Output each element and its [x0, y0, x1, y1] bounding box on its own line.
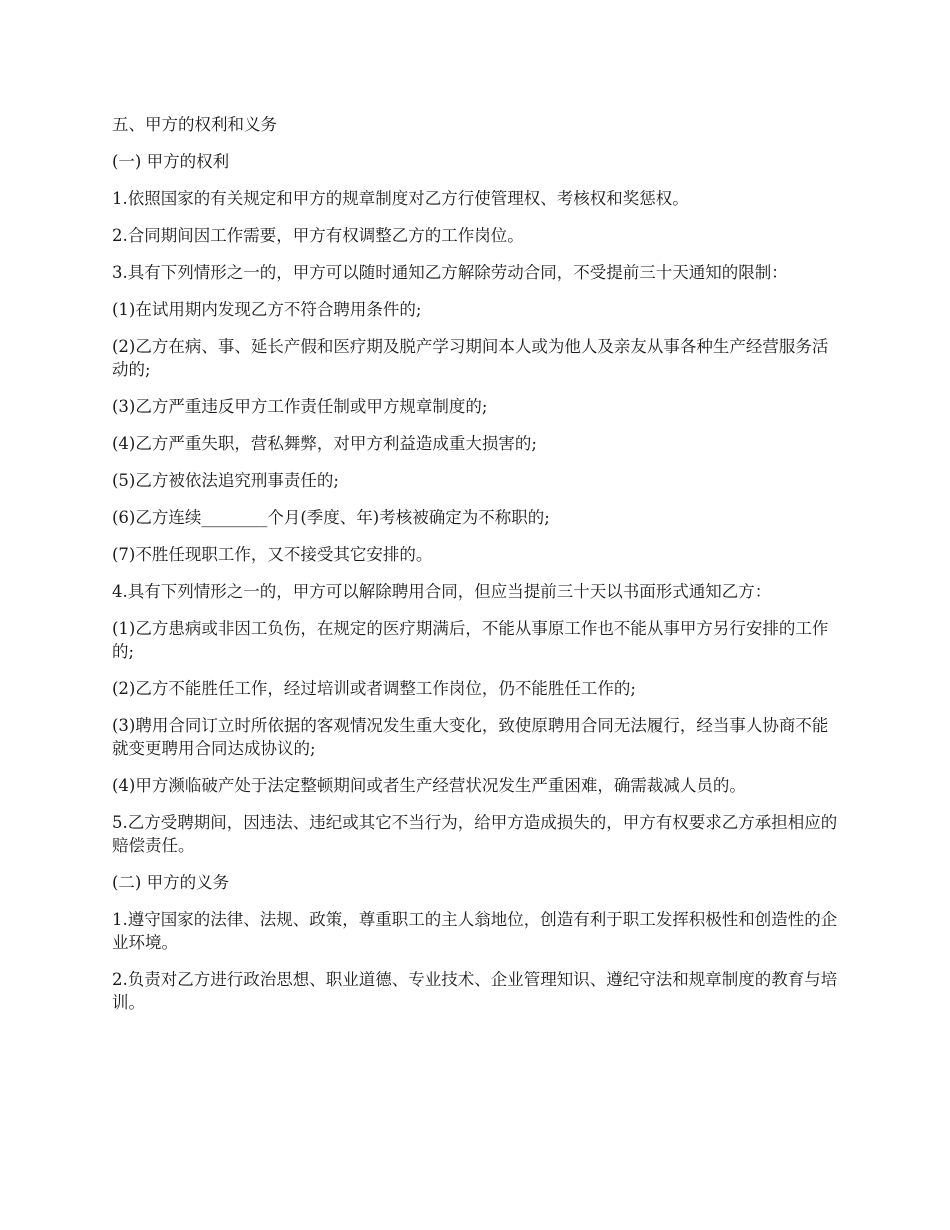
clause-paragraph: 5.乙方受聘期间，因违法、违纪或其它不当行为，给甲方造成损失的，甲方有权要求乙方承担相应的赔偿责任。 — [112, 813, 838, 855]
sub-clause-paragraph: (3)乙方严重违反甲方工作责任制或甲方规章制度的; — [112, 397, 488, 416]
clause-paragraph: 1.遵守国家的法律、法规、政策，尊重职工的主人翁地位，创造有利于职工发挥积极性和创造性的企业环境。 — [112, 910, 838, 952]
clause-paragraph: 4.具有下列情形之一的，甲方可以解除聘用合同，但应当提前三十天以书面形式通知乙方： — [112, 582, 772, 601]
sub-clause-paragraph: (6)乙方连续________个月(季度、年)考核被确定为不称职的; — [112, 508, 550, 527]
document-body — [112, 113, 842, 1028]
sub-clause-paragraph: (1)乙方患病或非因工负伤，在规定的医疗期满后，不能从事原工作也不能从事甲方另行安排的工作的; — [112, 619, 829, 661]
clause-paragraph: 2.负责对乙方进行政治思想、职业道德、专业技术、企业管理知识、遵纪守法和规章制度的教育与培训。 — [112, 970, 838, 1012]
sub-clause-paragraph: (2)乙方在病、事、延长产假和医疗期及脱产学习期间本人或为他人及亲友从事各种生产经营服务活动的; — [112, 337, 829, 379]
subsection-heading-rights: (一) 甲方的权利 — [112, 152, 230, 171]
subsection-heading-obligations: (二) 甲方的义务 — [112, 873, 230, 892]
sub-clause-paragraph: (3)聘用合同订立时所依据的客观情况发生重大变化，致使原聘用合同无法履行，经当事人协商不能就变更聘用合同达成协议的; — [112, 716, 829, 758]
clause-paragraph: 3.具有下列情形之一的，甲方可以随时通知乙方解除劳动合同，不受提前三十天通知的限制： — [112, 263, 788, 282]
sub-clause-paragraph: (2)乙方不能胜任工作，经过培训或者调整工作岗位，仍不能胜任工作的; — [112, 679, 636, 698]
sub-clause-paragraph: (5)乙方被依法追究刑事责任的; — [112, 471, 339, 490]
sub-clause-paragraph: (7)不胜任现职工作，又不接受其它安排的。 — [112, 545, 433, 564]
clause-paragraph: 1.依照国家的有关规定和甲方的规章制度对乙方行使管理权、考核权和奖惩权。 — [112, 189, 689, 208]
sub-clause-paragraph: (4)甲方濒临破产处于法定整顿期间或者生产经营状况发生严重困难，确需裁减人员的。 — [112, 776, 746, 795]
sub-clause-paragraph: (1)在试用期内发现乙方不符合聘用条件的; — [112, 300, 422, 319]
section-heading: 五、甲方的权利和义务 — [112, 115, 277, 134]
sub-clause-paragraph: (4)乙方严重失职，营私舞弊，对甲方利益造成重大损害的; — [112, 434, 537, 453]
clause-paragraph: 2.合同期间因工作需要，甲方有权调整乙方的工作岗位。 — [112, 226, 524, 245]
